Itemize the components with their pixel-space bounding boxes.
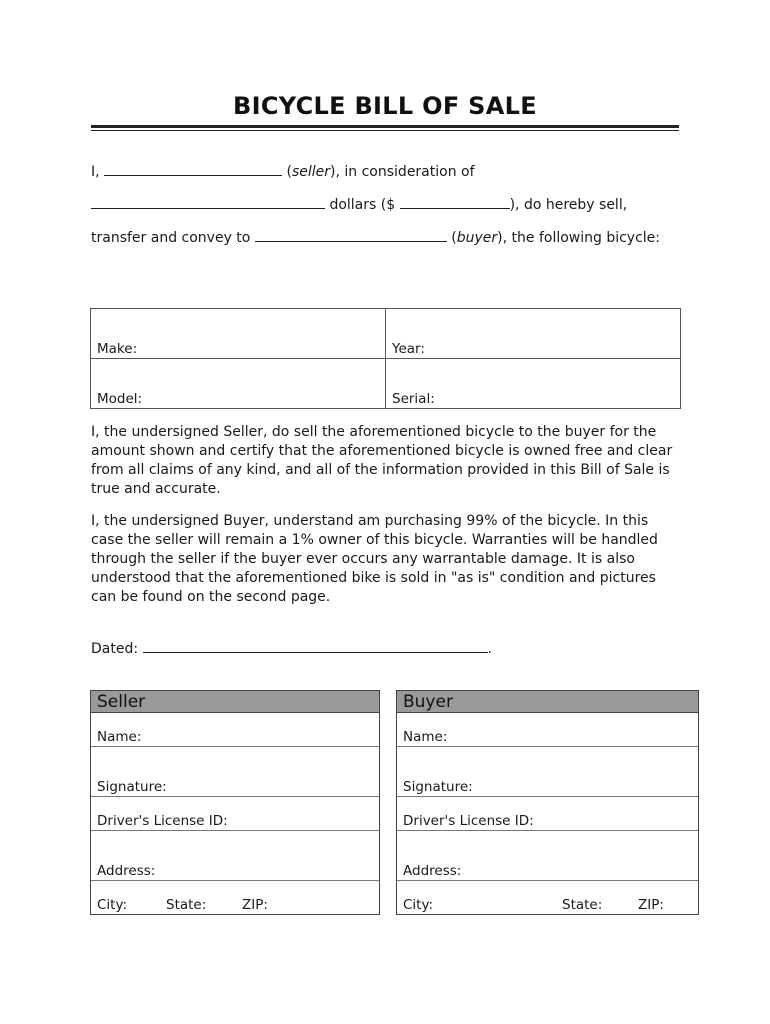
seller-name-label: Name: (97, 729, 142, 745)
buyer-address-field[interactable] (397, 831, 698, 881)
buyer-name-blank[interactable] (255, 228, 447, 242)
seller-address-field[interactable] (91, 831, 379, 881)
seller-address-label: Address: (97, 863, 156, 879)
date-blank[interactable] (143, 639, 488, 653)
buyer-license-field[interactable] (397, 797, 698, 831)
buyer-address-label: Address: (403, 863, 462, 879)
bicycle-details-table (90, 308, 681, 409)
serial-label: Serial: (392, 391, 435, 407)
intro-line-1: I, (seller), in consideration of (91, 164, 475, 180)
buyer-signature-field[interactable] (397, 747, 698, 797)
seller-zip-label: ZIP: (242, 897, 268, 913)
buyer-license-label: Driver's License ID: (403, 813, 534, 829)
buyer-box (396, 690, 699, 915)
intro-line-2 (91, 195, 627, 213)
transfer-label: transfer and convey to (91, 230, 251, 246)
model-label: Model: (97, 391, 143, 407)
seller-city-row[interactable] (91, 881, 379, 914)
buyer-city-row[interactable] (397, 881, 698, 914)
seller-name-blank[interactable] (104, 162, 282, 176)
seller-license-field[interactable] (91, 797, 379, 831)
amount-number-blank[interactable] (400, 195, 510, 209)
year-label: Year: (392, 341, 425, 357)
buyer-signature-label: Signature: (403, 779, 473, 795)
serial-field[interactable] (386, 359, 681, 409)
buyer-zip-label: ZIP: (638, 897, 664, 913)
table-row (91, 359, 681, 409)
buyer-city-label: City: (403, 897, 434, 913)
seller-name-field[interactable] (91, 713, 379, 747)
title-rule-thin (91, 130, 679, 131)
dated-label: Dated: (91, 641, 139, 657)
dollars-label: dollars ($ (325, 197, 396, 213)
buyer-state-label: State: (562, 897, 603, 913)
seller-city-label: City: (97, 897, 128, 913)
make-field[interactable] (91, 309, 386, 359)
intro-line1-suffix: ), in consideration of (330, 164, 475, 180)
intro-line2-suffix: ), do hereby sell, (509, 197, 628, 213)
intro-prefix: I, (91, 164, 100, 180)
seller-header: Seller (91, 691, 379, 713)
model-field[interactable] (91, 359, 386, 409)
buyer-name-label: Name: (403, 729, 448, 745)
year-field[interactable] (386, 309, 681, 359)
buyer-term: buyer (456, 230, 498, 246)
buyer-statement: I, the undersigned Buyer, understand am purchasing 99% of the bicycle. In this case the seller will remain a 1% owner of this bicycle. Warranties will be handled through the seller if the buyer ever occurs any warrantable damage. It is also understood that the aforementioned bike is sold in "as is" condition and pictures can be found on the second page. (91, 513, 658, 605)
table-row (91, 309, 681, 359)
dated-line (91, 639, 492, 657)
buyer-header: Buyer (397, 691, 698, 713)
intro-line3-suffix: ), the following bicycle: (497, 230, 661, 246)
seller-state-label: State: (166, 897, 207, 913)
seller-term: seller (291, 164, 331, 180)
intro-line-3: transfer and convey to (buyer), the following bicycle: (91, 230, 661, 246)
seller-box (90, 690, 380, 915)
seller-license-label: Driver's License ID: (97, 813, 228, 829)
amount-words-blank[interactable] (91, 195, 325, 209)
title-rule-thick (91, 125, 679, 128)
seller-signature-label: Signature: (97, 779, 167, 795)
seller-statement: I, the undersigned Seller, do sell the aforementioned bicycle to the buyer for the amount shown and certify that the aforementioned bicycle is owned free and clear from all claims of any kind, and all of the information provided in this Bill of Sale is true and accurate. (91, 424, 673, 497)
seller-signature-field[interactable] (91, 747, 379, 797)
buyer-name-field[interactable] (397, 713, 698, 747)
dated-end: . (487, 641, 492, 657)
page-title: BICYCLE BILL OF SALE (233, 92, 537, 120)
make-label: Make: (97, 341, 138, 357)
